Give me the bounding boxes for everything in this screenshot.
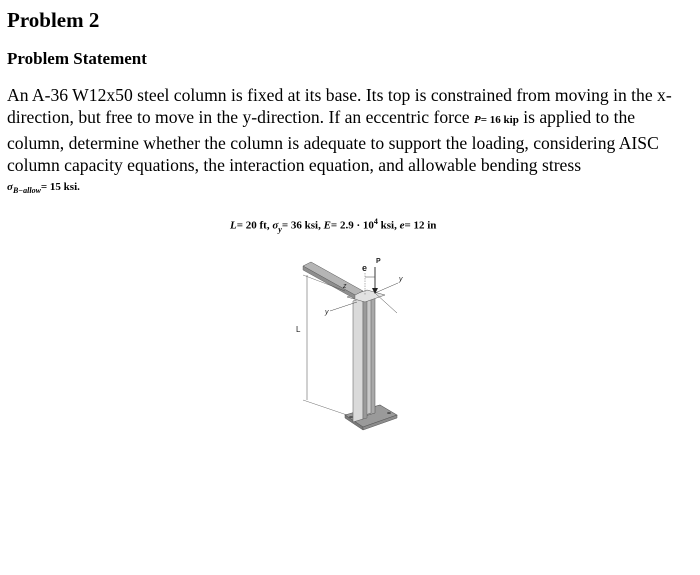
label-P: P xyxy=(376,258,381,265)
allowable-stress xyxy=(7,181,80,195)
eccentricity-symbol: e xyxy=(399,219,405,232)
column-figure xyxy=(285,255,415,440)
force-symbol: P xyxy=(474,114,481,127)
stress-symbol: σ xyxy=(7,181,13,193)
yield-symbol: σ xyxy=(272,219,279,232)
modulus-value: = 2.9 · 10 xyxy=(330,219,374,232)
label-z: z xyxy=(343,283,347,290)
stress-value: = 15 ksi. xyxy=(40,181,80,193)
statement-part2: is applied to the column, determine whether the column is adequate to support the loading, considering AISC column capacity equations, the interaction equation, and allowable bending stress xyxy=(7,107,659,176)
column-flange-front xyxy=(353,298,363,422)
statement-part1: An A-36 W12x50 steel column is fixed at its base. Its top is constrained from moving in the x-direction, but free to move in the y-direction. If an eccentric force xyxy=(7,85,672,128)
x-axis xyxy=(375,293,397,313)
label-y-left: y xyxy=(325,309,329,316)
length-value: = 20 ft, xyxy=(236,219,273,232)
label-e: e xyxy=(362,263,368,273)
section-heading: Problem Statement xyxy=(7,49,147,68)
problem-title: Problem 2 xyxy=(7,8,100,32)
force-value: 16 kip xyxy=(489,114,519,127)
eccentricity-value: = 12 in xyxy=(404,219,437,232)
force-equals: = xyxy=(480,114,490,127)
modulus-unit: ksi, xyxy=(377,219,400,232)
y-axis-top xyxy=(375,283,398,293)
given-parameters xyxy=(230,217,436,234)
label-y-top: y xyxy=(399,276,403,283)
yield-subscript: y xyxy=(278,224,282,234)
label-L: L xyxy=(296,325,301,334)
modulus-exponent: 4 xyxy=(373,217,378,226)
column-illustration xyxy=(285,255,415,440)
yield-value: = 36 ksi, xyxy=(281,219,324,232)
problem-statement xyxy=(7,84,695,177)
modulus-symbol: E xyxy=(323,219,331,232)
length-symbol: L xyxy=(230,219,237,232)
stress-subscript: B−allow xyxy=(12,186,41,196)
